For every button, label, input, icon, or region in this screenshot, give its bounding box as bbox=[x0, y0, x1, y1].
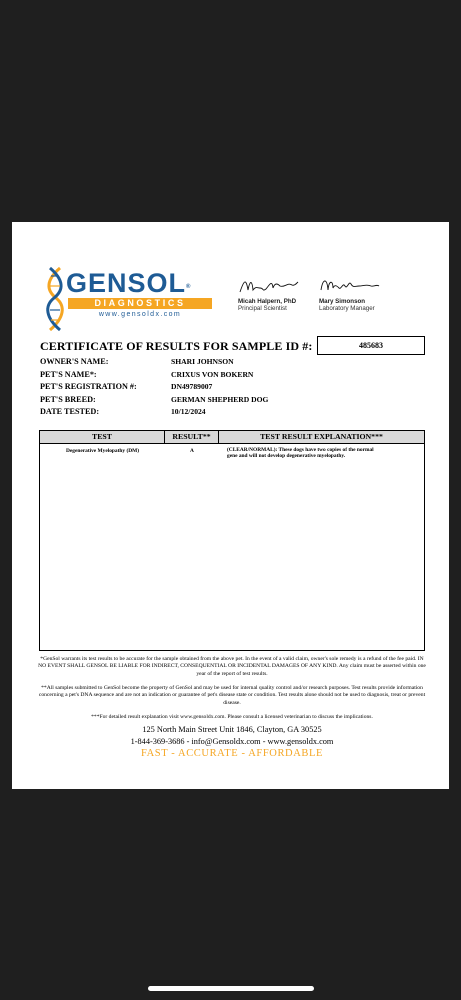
footer-contact: 1-844-369-3686 - info@Gensoldx.com - www.gensoldx.com bbox=[130, 737, 334, 746]
logo-subtitle: DIAGNOSTICS bbox=[68, 298, 212, 309]
certificate-page bbox=[12, 222, 449, 789]
info-row-date bbox=[40, 406, 420, 419]
gensol-logo bbox=[42, 266, 192, 332]
dna-helix-icon bbox=[42, 266, 68, 332]
info-label: PET'S BREED: bbox=[40, 394, 96, 404]
header-result: RESULT** bbox=[165, 431, 219, 443]
logo-url: www.gensoldx.com bbox=[98, 311, 182, 318]
disclaimer-samples: **All samples submitted to GenSol become the property of GenSol and may be used for internal quality control and/or research purposes. Test results provide information concerning a pet's DNA sequence and are not an indication or guarantee of pet's disease state or condition. Test results alone should not be used to diagnosis, treat or prevent disease. bbox=[38, 685, 426, 706]
info-value: CRIXUS VON BOKERN bbox=[171, 369, 254, 379]
info-row-registration bbox=[40, 381, 420, 394]
header-test: TEST bbox=[40, 431, 165, 443]
info-label: OWNER'S NAME: bbox=[40, 357, 109, 366]
signature-block-halpern bbox=[238, 276, 300, 312]
result-value: A bbox=[190, 448, 194, 454]
pet-info-section bbox=[40, 356, 420, 419]
disclaimer-explanation: ***For detailed result explanation visit www.gensoldx.com. Please consult a licensed veterinarian to discuss the implications. bbox=[91, 714, 373, 720]
info-value: GERMAN SHEPHERD DOG bbox=[171, 394, 269, 404]
result-explanation: (CLEAR/NORMAL): These dogs have two copies of the normal gene and will not develop degenerative myelopathy. bbox=[227, 447, 374, 459]
info-label: DATE TESTED: bbox=[40, 407, 100, 417]
signatory-title: Laboratory Manager bbox=[319, 305, 375, 312]
info-row-breed bbox=[40, 394, 420, 407]
info-label: PET'S REGISTRATION #: bbox=[40, 382, 137, 392]
signature-simonson bbox=[319, 276, 381, 296]
info-value: SHARI JOHNSON bbox=[171, 357, 234, 366]
result-test-name: Degenerative Myelopathy (DM) bbox=[65, 448, 140, 454]
signatory-name: Mary Simonson bbox=[319, 298, 366, 305]
signature-block-simonson bbox=[319, 276, 381, 312]
info-value: 10/12/2024 bbox=[171, 407, 206, 417]
info-row-owner bbox=[40, 356, 420, 369]
signature-halpern bbox=[238, 276, 300, 296]
home-indicator[interactable] bbox=[148, 986, 314, 991]
logo-wordmark: GENSOL® bbox=[66, 268, 192, 298]
footer-tagline: FAST - ACCURATE - AFFORDABLE bbox=[140, 748, 324, 759]
info-value: DN49789007 bbox=[171, 382, 213, 392]
table-row bbox=[40, 444, 424, 460]
sample-id-box: 485683 bbox=[317, 336, 425, 355]
results-table bbox=[39, 430, 425, 651]
disclaimer-warranty: *GenSol warrants its test results to be accurate for the sample obtained from the above pet. In the event of a valid claim, owner's sole remedy is a refund of the fee paid. IN NO EVENT SHALL GENSOL BE LIABLE FOR INDIRECT, CONSEQUENTIAL OR INCIDENTAL DAMAGES OF ANY KIND. Any claim must be asserted within one year of the report of test results. bbox=[38, 656, 426, 677]
info-row-pet-name bbox=[40, 369, 420, 382]
info-label: PET'S NAME*: bbox=[40, 369, 97, 379]
signatory-name: Micah Halpern, PhD bbox=[238, 298, 297, 305]
certificate-title: CERTIFICATE OF RESULTS FOR SAMPLE ID #: bbox=[40, 339, 313, 353]
results-header-row bbox=[40, 431, 424, 444]
footer-address: 125 North Main Street Unit 1846, Clayton, GA 30525 bbox=[142, 725, 322, 734]
header-explanation: TEST RESULT EXPLANATION*** bbox=[260, 432, 383, 441]
signatory-title: Principal Scientist bbox=[238, 305, 287, 312]
